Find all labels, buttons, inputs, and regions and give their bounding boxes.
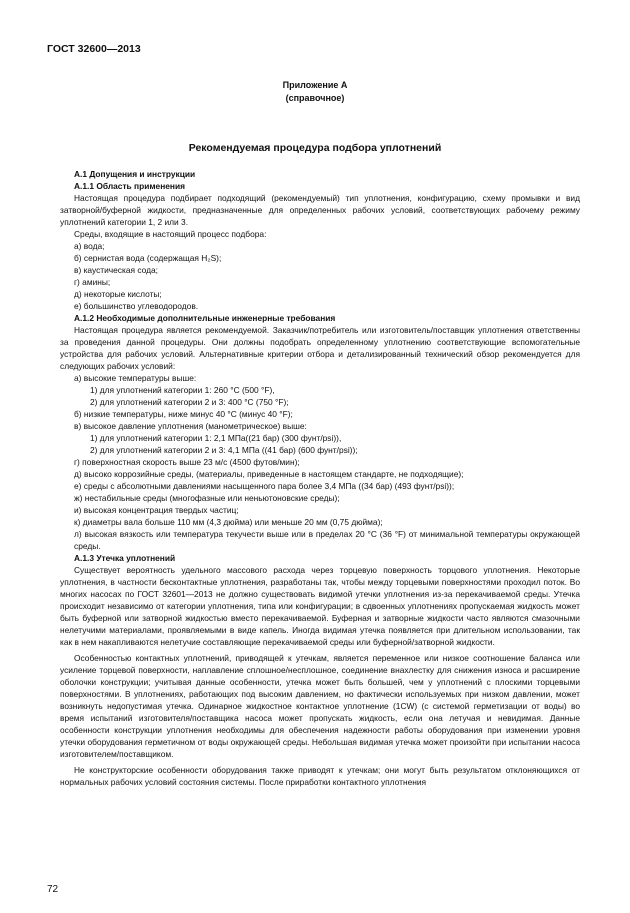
media-list-item: д) некоторые кислоты; (74, 289, 162, 299)
heading-a13: А.1.3 Утечка уплотнений (74, 553, 176, 563)
conditions-list (60, 372, 580, 552)
media-list (60, 240, 580, 312)
condition-list-item: г) поверхностная скорость выше 23 м/с (4500 футов/мин); (74, 457, 300, 467)
page-title: Рекомендуемая процедура подбора уплотнений (188, 142, 442, 154)
paragraph-a13-2: Особенностью контактных уплотнений, приводящей к утечкам, является переменное или низкое соотношение баланса или усиление торцевой поверхности, наплавление сплошное/несплошное, соединение внахлестку для снижения износа и расширение оболочки конструкции; учитывая данные особенности, утечка может быть большей, чем у уплотнений с плоскими торцевыми поверхностями. В уплотнениях, работающих под высоким давлением, но фактически используемых при низком давлении, может возникнуть недопустимая утечка. Одинарное жидкостное контактное уплотнение (1CW) (с системой герметизации от воды) во время испытаний изготовителя/поставщика насоса может пропускать жидкость, если она летучая и невидимая. Данные особенности конструкции уплотнения необходимы для обеспечения надежности работы оборудования при изменении уровня утечки оборудования герметичном от воды окружающей среды. Небольшая видимая утечка может произойти при испытании насоса изготовителем/поставщиком. (60, 653, 580, 759)
condition-list-item: 1) для уплотнений категории 1: 260 °С (500 °F), (90, 385, 275, 395)
heading-a11: А.1.1 Область применения (74, 181, 186, 191)
media-list-item: а) вода; (74, 241, 105, 251)
document-body (60, 168, 580, 788)
media-list-item: е) большинство углеводородов. (74, 301, 199, 311)
media-list-item: б) сернистая вода (содержащая H₂S); (74, 253, 222, 263)
condition-list-item: в) высокое давление уплотнения (манометрическое) выше: (74, 421, 307, 431)
condition-list-item: ж) нестабильные среды (многофазные или неньютоновские среды); (74, 493, 340, 503)
paragraph-a11-1: Настоящая процедура подбирает подходящий (рекомендуемый) тип уплотнения, конфигурацию, схему промывки и вид затворной/буферной жидкости, предназначенные для определенных рабочих условий, соответствующих рабочему режиму уплотнений категории 1, 2 или 3. (60, 193, 580, 227)
appendix-label: Приложение А (282, 80, 348, 90)
condition-list-item: е) среды с абсолютными давлениями насыщенного пара более 3,4 МПа ((34 бар) (493 фунт/psi)); (74, 481, 455, 491)
condition-list-item: к) диаметры вала больше 110 мм (4,3 дюйма) или меньше 20 мм (0,75 дюйма); (74, 517, 383, 527)
heading-a12: А.1.2 Необходимые дополнительные инженерные требования (74, 313, 336, 323)
condition-list-item: л) высокая вязкость или температура текучести выше или в пределах 20 °С (36 °F) от минимальной температуры окружающей среды. (74, 529, 580, 551)
paragraph-a12-1: Настоящая процедура является рекомендуемой. Заказчик/потребитель или изготовитель/поставщик уплотнения ответственны за проведения данной процедуры. Они должны подобрать определенному уплотнению соответствующие вспомогательные устройства для рабочих условий. Альтернативные критерии отбора и детализированный технический обзор рекомендуется для следующих рабочих условий: (60, 325, 580, 371)
standard-header: ГОСТ 32600—2013 (47, 43, 141, 55)
condition-list-item: б) низкие температуры, ниже минус 40 °С (минус 40 °F); (74, 409, 293, 419)
page-number: 72 (47, 884, 59, 895)
appendix-note: (справочное) (285, 93, 345, 103)
paragraph-a11-2: Среды, входящие в настоящий процесс подбора: (74, 229, 267, 239)
condition-list-item: 1) для уплотнений категории 1: 2,1 МПа((21 бар) (300 фунт/psi)), (90, 433, 342, 443)
condition-list-item: а) высокие температуры выше: (74, 373, 197, 383)
media-list-item: в) каустическая сода; (74, 265, 158, 275)
condition-list-item: 2) для уплотнений категории 2 и 3: 4,1 МПа ((41 бар) (600 фунт/psi)); (90, 445, 358, 455)
heading-a1: А.1 Допущения и инструкции (74, 169, 196, 179)
paragraph-a13-3: Не конструкторские особенности оборудования также приводят к утечкам; они могут быть результатом отклоняющихся от нормальных рабочих условий состояния системы. После приработки контактного уплотнения (60, 765, 580, 787)
media-list-item: г) амины; (74, 277, 111, 287)
condition-list-item: 2) для уплотнений категории 2 и 3: 400 °С (750 °F); (90, 397, 289, 407)
condition-list-item: и) высокая концентрация твердых частиц; (74, 505, 239, 515)
condition-list-item: д) высоко коррозийные среды, (материалы, приведенные в настоящем стандарте, не подходящие); (74, 469, 464, 479)
paragraph-a13-1: Существует вероятность удельного массового расхода через торцевую поверхность торцового уплотнения. Некоторые уплотнения, в частности бесконтактные уплотнения, разработаны так, чтобы между торцевыми поверхностями проходил поток. Во многих насосах по ГОСТ 32601—2013 не должно существовать видимой утечки уплотнения из-за перекачиваемой среды. Утечка происходит независимо от категории уплотнения, типа или конфигурации; в сдвоенных уплотнениях пропускаемая жидкость может быть буферной или затворной жидкостью вместо перекачиваемой. Буферная и затворные жидкости часто являются смазочными нелетучими материалами, проявляемыми в виде капель. Иногда видимая утечка появляется при длительном использовании, так как в нем накапливаются нелетучие составляющие перекачиваемой среды или буферной/затворной жидкости. (60, 565, 580, 647)
